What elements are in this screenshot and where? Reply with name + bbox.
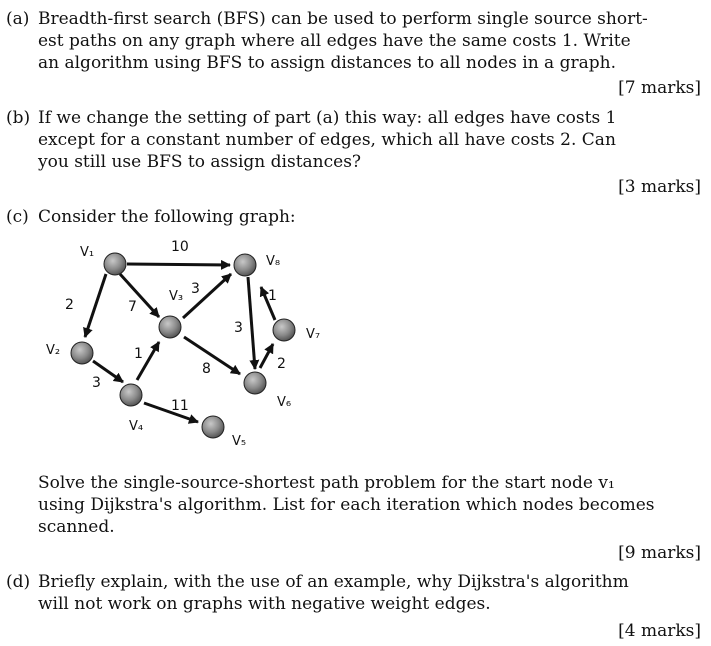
question-b-line-3: you still use BFS to assign distances? — [38, 152, 362, 172]
question-a-line-2: est paths on any graph where all edges have the same costs 1. Write — [38, 31, 631, 51]
question-b-label: (b) — [6, 108, 31, 128]
edge-v6-v7 — [260, 344, 273, 368]
weight-v1-v3: 7 — [128, 299, 137, 315]
question-d-line-1: Briefly explain, with the use of an example, why Dijkstra's algorithm — [38, 572, 629, 592]
question-d-line-2: will not work on graphs with negative weight edges. — [38, 594, 491, 614]
question-a-line-3: an algorithm using BFS to assign distances to all nodes in a graph. — [38, 53, 616, 73]
node-v1 — [104, 253, 126, 275]
node-v2 — [71, 342, 93, 364]
question-c-line-2: using Dijkstra's algorithm. List for each iteration which nodes becomes — [38, 495, 655, 515]
question-b-line-2: except for a constant number of edges, which all have costs 2. Can — [38, 130, 616, 150]
question-b-line-1: If we change the setting of part (a) this way: all edges have costs 1 — [38, 108, 617, 128]
label-v7: V₇ — [306, 327, 321, 342]
question-c-line-3: scanned. — [38, 517, 115, 537]
weight-v4-v5: 11 — [171, 398, 189, 414]
weight-v7-v8: 1 — [268, 288, 277, 304]
question-d-marks: [4 marks] — [618, 621, 701, 641]
label-v3: V₃ — [169, 289, 184, 304]
node-v7 — [273, 319, 295, 341]
weight-v1-v2: 2 — [65, 297, 74, 313]
weight-v3-v6: 8 — [202, 361, 211, 377]
weight-v4-v3: 1 — [134, 346, 143, 362]
question-a-marks: [7 marks] — [618, 78, 701, 98]
label-v2: V₂ — [46, 343, 61, 358]
edge-v1-v8 — [127, 264, 230, 265]
weight-v2-v4: 3 — [92, 375, 101, 391]
edge-v3-v6 — [184, 337, 240, 374]
question-c-marks: [9 marks] — [618, 543, 701, 563]
graph-figure — [30, 230, 350, 455]
weight-v6-v7: 2 — [277, 356, 286, 372]
node-v6 — [244, 372, 266, 394]
question-c-line-1: Solve the single-source-shortest path problem for the start node v₁ — [38, 473, 615, 493]
question-a-line-1: Breadth-first search (BFS) can be used to perform single source short- — [38, 9, 648, 29]
node-v4 — [120, 384, 142, 406]
question-d-label: (d) — [6, 572, 31, 592]
node-v3 — [159, 316, 181, 338]
question-c-intro: Consider the following graph: — [38, 207, 296, 227]
question-a-label: (a) — [6, 9, 30, 29]
weight-v1-v8: 10 — [171, 239, 189, 255]
label-v1: V₁ — [80, 245, 95, 260]
question-b-marks: [3 marks] — [618, 177, 701, 197]
label-v8: V₈ — [266, 254, 281, 269]
weight-v3-v8: 3 — [191, 281, 200, 297]
label-v4: V₄ — [129, 419, 144, 434]
node-v8 — [234, 254, 256, 276]
weight-v8-v6: 3 — [234, 320, 243, 336]
edge-v1-v2 — [85, 274, 106, 337]
label-v6: V₆ — [277, 395, 292, 410]
question-c-label: (c) — [6, 207, 29, 227]
label-v5: V₅ — [232, 434, 247, 449]
edge-v8-v6 — [248, 277, 255, 369]
edge-v1-v3 — [120, 274, 159, 317]
node-v5 — [202, 416, 224, 438]
